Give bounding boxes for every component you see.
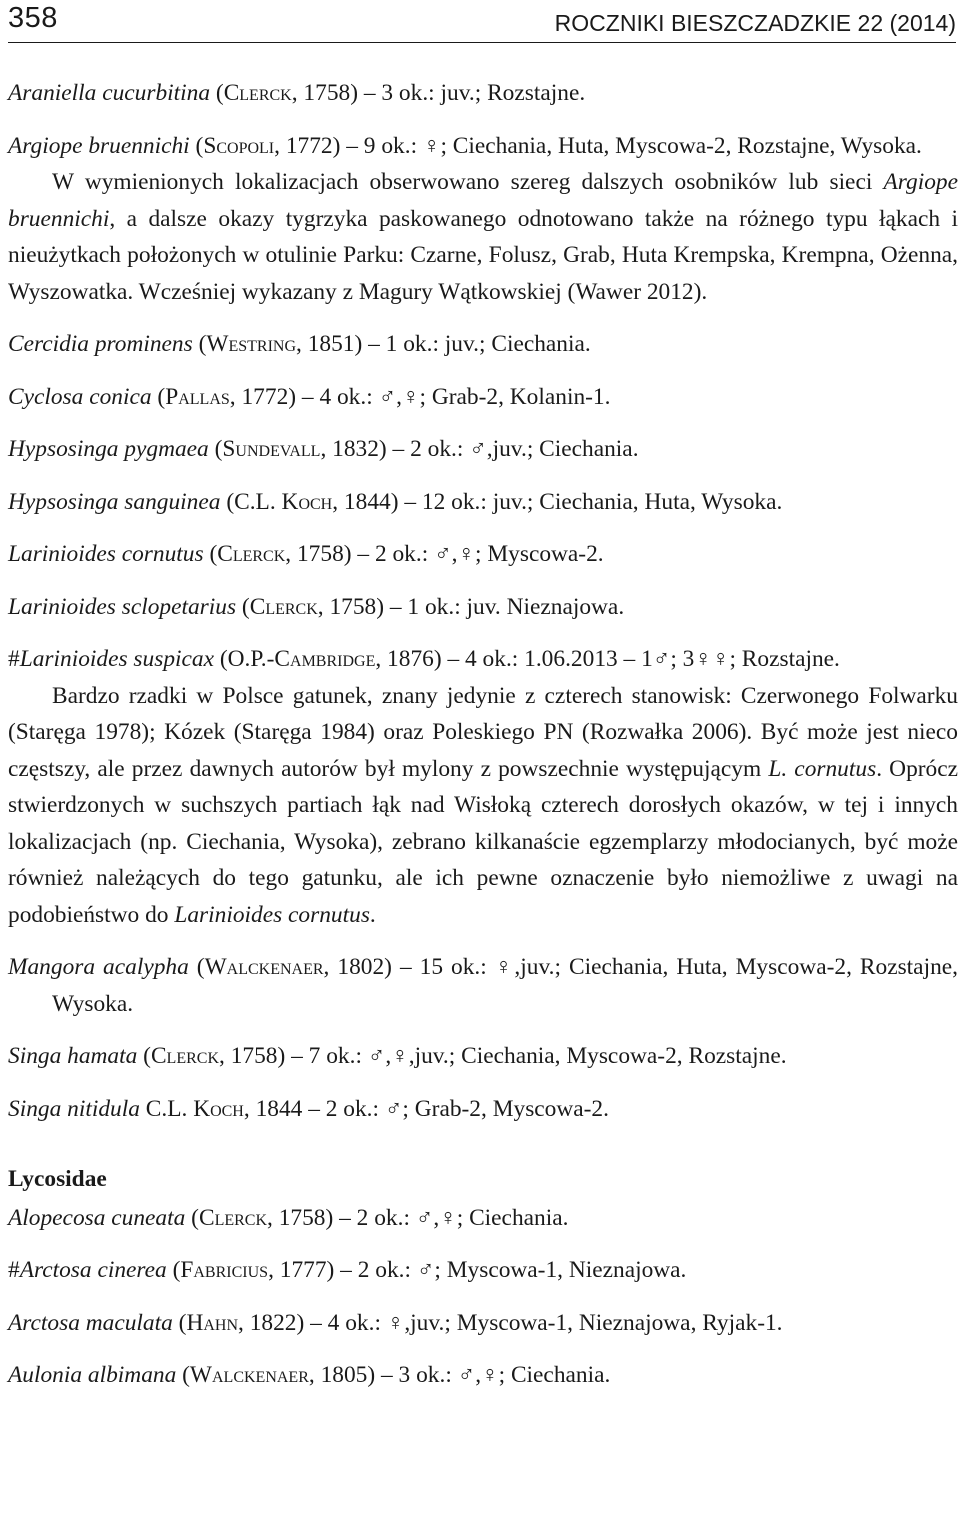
author-name: Clerck <box>249 593 318 620</box>
author-name: Fabricius <box>180 1257 269 1283</box>
author-name: Walckenaer <box>204 954 324 980</box>
species-entry <box>8 1091 958 1128</box>
record-details: , 1777) – 2 ok.: ♂; Myscowa-1, Nieznajowa. <box>268 1257 687 1283</box>
author-name: Pallas <box>165 383 230 410</box>
record-details: , 1772) – 9 ok.: ♀; Ciechania, Huta, Myscowa-2, Rozstajne, Wysoka. <box>274 132 922 159</box>
species-name: Mangora acalypha <box>8 954 189 980</box>
record-details: , 1772) – 4 ok.: ♂,♀; Grab-2, Kolanin-1. <box>229 383 611 410</box>
record-details: , 1802) – 15 ok.: ♀,juv.; Ciechania, Huta, Myscowa-2, Rozstajne, Wysoka. <box>52 954 958 1017</box>
record-details: , 1851) – 1 ok.: juv.; Ciechania. <box>296 331 591 357</box>
record-details: , 1805) – 3 ok.: ♂,♀; Ciechania. <box>308 1362 611 1388</box>
record-details: , 1876) – 4 ok.: 1.06.2013 – 1♂; 3♀♀; Rozstajne. <box>375 646 840 672</box>
species-entry <box>8 326 958 363</box>
species-entry <box>8 536 958 573</box>
species-entry <box>8 1357 958 1394</box>
species-entry <box>8 589 958 626</box>
species-entry <box>8 949 958 1022</box>
author-prefix: ( <box>208 436 223 462</box>
record-details: , 1844 – 2 ok.: ♂; Grab-2, Myscowa-2. <box>243 1095 609 1122</box>
species-name: Arctosa maculata <box>8 1309 173 1336</box>
author-name: Koch <box>193 1095 244 1122</box>
author-prefix: ( <box>176 1362 190 1388</box>
species-name: Argiope bruennichi <box>8 132 190 159</box>
record-details: , 1758) – 2 ok.: ♂,♀; Ciechania. <box>267 1204 569 1231</box>
author-name: Westring <box>206 331 297 357</box>
author-name: Koch <box>281 488 333 515</box>
author-prefix: ( <box>185 1204 199 1231</box>
species-name: Singa hamata <box>8 1043 138 1069</box>
author-name: Hahn <box>186 1309 238 1336</box>
species-name: Argiope bruennichi <box>8 169 958 232</box>
species-name: Cercidia prominens <box>8 331 193 357</box>
record-details: , 1758) – 1 ok.: juv. Nieznajowa. <box>317 593 625 620</box>
species-name: Larinioides sclopetarius <box>8 593 237 620</box>
author-prefix: (O.P.- <box>213 646 275 672</box>
section-heading-lycosidae: Lycosidae <box>8 1166 107 1192</box>
comment-text: . Oprócz stwierdzonych w suchszych partiach łąk nad Wisłoką czterech dorosłych okazów, w tej i innych lokalizacjach (np. Ciechania, Wysoka), zebrano kilkanaście egzemplarzy młodocianych, być może również należących do tego gatunku, ale ich pewne oznaczenie było niemożliwe z uwagi na podobieństwo do <box>8 755 959 928</box>
species-entry <box>8 379 958 416</box>
author-name: Clerck <box>198 1204 268 1231</box>
species-name: Aulonia albimana <box>8 1362 177 1388</box>
species-entry <box>8 641 958 678</box>
author-prefix: ( <box>166 1257 181 1283</box>
species-name: Alopecosa cuneata <box>8 1204 186 1231</box>
species-entry <box>8 128 958 165</box>
species-name: L. cornutus <box>768 755 877 782</box>
author-name: Scopoli <box>203 132 275 159</box>
author-name: Sundevall <box>222 436 321 462</box>
author-prefix: ( <box>203 541 218 567</box>
page-number: 358 <box>8 2 58 34</box>
author-prefix: ( <box>189 132 204 159</box>
species-entry <box>8 1038 958 1075</box>
author-name: Walckenaer <box>189 1362 309 1388</box>
species-name: Larinioides suspicax <box>19 646 214 672</box>
author-prefix: ( <box>192 331 207 357</box>
author-prefix: ( <box>172 1309 187 1336</box>
record-details: , 1832) – 2 ok.: ♂,juv.; Ciechania. <box>320 436 639 462</box>
author-name: Clerck <box>223 80 292 106</box>
species-name: Cyclosa conica <box>8 383 152 410</box>
record-details: , 1844) – 12 ok.: juv.; Ciechania, Huta, Wysoka. <box>332 488 783 515</box>
record-details: , 1822) – 4 ok.: ♀,juv.; Myscowa-1, Nieznajowa, Ryjak-1. <box>238 1309 783 1336</box>
author-prefix: C.L. <box>139 1095 194 1122</box>
comment-text: . <box>369 901 376 928</box>
species-comment <box>8 164 958 310</box>
species-name: Araniella cucurbitina <box>8 80 211 106</box>
species-name: Arctosa cinerea <box>19 1257 167 1283</box>
species-comment <box>8 678 958 934</box>
author-name: Clerck <box>217 541 286 567</box>
author-name: Cambridge <box>274 646 376 672</box>
comment-text: , a dalsze okazy tygrzyka paskowanego odnotowano także na różnego typu łąkach i nieużytkach położonych w otulinie Parku: Czarne, Folusz, Grab, Huta Krempska, Krempna, Ożenna, Wyszowatka. Wcześniej wykazany z Magury Wątkowskiej (Wawer 2012). <box>8 205 958 305</box>
new-record-mark: # <box>8 1257 20 1283</box>
species-entry <box>8 1305 958 1342</box>
author-prefix: ( <box>188 954 205 980</box>
species-entry <box>8 484 958 521</box>
new-record-mark: # <box>8 646 20 672</box>
record-details: , 1758) – 3 ok.: juv.; Rozstajne. <box>291 80 586 106</box>
record-details: , 1758) – 7 ok.: ♂,♀,juv.; Ciechania, Myscowa-2, Rozstajne. <box>219 1043 787 1069</box>
species-name: Larinioides cornutus <box>174 901 370 928</box>
species-entry <box>8 431 958 468</box>
author-prefix: ( <box>210 80 224 106</box>
author-name: Clerck <box>150 1043 219 1069</box>
comment-text: W wymienionych lokalizacjach obserwowano szereg dalszych osobników lub sieci <box>52 169 884 195</box>
author-prefix: (C.L. <box>220 488 282 515</box>
comment-text: Bardzo rzadki w Polsce gatunek, znany jedynie z czterech stanowisk: Czerwonego Folwarku (Staręga 1978); Kózek (Staręga 1984) oraz Poleskiego PN (Rozwałka 2006). Być może jest nieco częstszy, ale przez dawnych autorów był mylony z powszechnie występującym <box>8 682 958 782</box>
species-name: Hypsosinga sanguinea <box>8 488 221 515</box>
header-rule <box>8 42 956 43</box>
author-prefix: ( <box>151 383 166 410</box>
author-prefix: ( <box>137 1043 151 1069</box>
running-header: ROCZNIKI BIESZCZADZKIE 22 (2014) <box>554 10 956 36</box>
author-prefix: ( <box>236 593 250 620</box>
record-details: , 1758) – 2 ok.: ♂,♀; Myscowa-2. <box>285 541 604 567</box>
species-entry <box>8 1252 958 1289</box>
main-content <box>8 75 958 1410</box>
species-name: Larinioides cornutus <box>8 541 204 567</box>
species-entry <box>8 1200 958 1237</box>
species-name: Hypsosinga pygmaea <box>8 436 209 462</box>
species-name: Singa nitidula <box>8 1095 140 1122</box>
species-entry <box>8 75 958 112</box>
